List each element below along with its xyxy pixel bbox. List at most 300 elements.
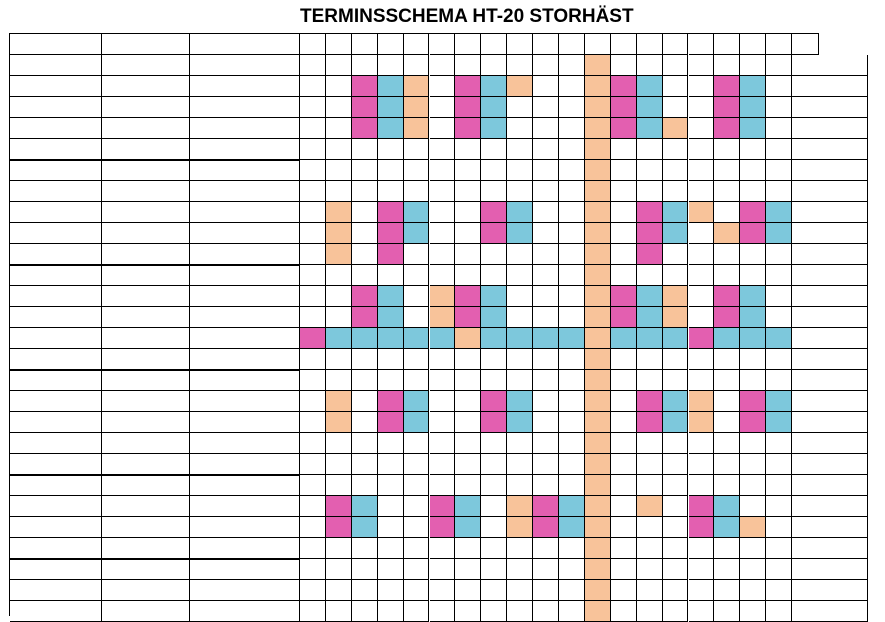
schedule-cell[interactable]	[404, 538, 430, 559]
schedule-cell[interactable]	[404, 433, 430, 454]
schedule-cell[interactable]	[404, 454, 430, 475]
schedule-cell[interactable]	[689, 412, 715, 433]
time-cell[interactable]	[102, 454, 190, 475]
schedule-cell[interactable]	[326, 244, 352, 265]
schedule-cell[interactable]	[507, 454, 533, 475]
schedule-cell[interactable]	[404, 139, 430, 160]
schedule-cell[interactable]	[481, 265, 507, 286]
schedule-cell[interactable]	[533, 223, 559, 244]
schedule-cell[interactable]	[352, 76, 378, 97]
schedule-cell[interactable]	[378, 391, 404, 412]
schedule-cell[interactable]	[481, 580, 507, 601]
schedule-cell[interactable]	[352, 349, 378, 370]
schedule-cell[interactable]	[663, 97, 689, 118]
time-right-cell[interactable]	[792, 559, 868, 580]
schedule-cell[interactable]	[326, 97, 352, 118]
time-cell[interactable]	[102, 202, 190, 223]
schedule-cell[interactable]	[637, 181, 663, 202]
schedule-cell[interactable]	[481, 160, 507, 181]
schedule-cell[interactable]	[352, 181, 378, 202]
schedule-cell[interactable]	[326, 496, 352, 517]
group-cell[interactable]	[190, 265, 300, 286]
schedule-cell[interactable]	[455, 286, 481, 307]
time-right-cell[interactable]	[792, 118, 868, 139]
schedule-cell[interactable]	[663, 328, 689, 349]
week-header-41[interactable]	[507, 34, 533, 55]
schedule-cell[interactable]	[326, 601, 352, 622]
schedule-cell[interactable]	[611, 139, 637, 160]
schedule-cell[interactable]	[326, 454, 352, 475]
schedule-cell[interactable]	[430, 517, 456, 538]
schedule-cell[interactable]	[326, 328, 352, 349]
group-cell[interactable]	[190, 286, 300, 307]
time-cell[interactable]	[102, 370, 190, 391]
schedule-cell[interactable]	[533, 55, 559, 76]
time-right-cell[interactable]	[792, 181, 868, 202]
schedule-cell[interactable]	[611, 181, 637, 202]
schedule-cell[interactable]	[326, 139, 352, 160]
schedule-cell[interactable]	[533, 202, 559, 223]
schedule-cell[interactable]	[455, 181, 481, 202]
schedule-cell[interactable]	[430, 475, 456, 496]
schedule-cell[interactable]	[689, 97, 715, 118]
week-header-37[interactable]	[404, 34, 430, 55]
schedule-cell[interactable]	[300, 454, 326, 475]
schedule-cell[interactable]	[507, 496, 533, 517]
schedule-cell[interactable]	[611, 559, 637, 580]
schedule-cell[interactable]	[689, 307, 715, 328]
schedule-cell[interactable]	[326, 55, 352, 76]
schedule-cell[interactable]	[637, 328, 663, 349]
schedule-cell[interactable]	[481, 76, 507, 97]
schedule-cell[interactable]	[559, 433, 585, 454]
schedule-cell[interactable]	[404, 286, 430, 307]
schedule-cell[interactable]	[559, 97, 585, 118]
schedule-cell[interactable]	[689, 76, 715, 97]
schedule-cell[interactable]	[481, 517, 507, 538]
schedule-cell[interactable]	[352, 538, 378, 559]
schedule-cell[interactable]	[533, 370, 559, 391]
schedule-cell[interactable]	[533, 307, 559, 328]
schedule-cell[interactable]	[611, 412, 637, 433]
schedule-cell[interactable]	[637, 412, 663, 433]
schedule-cell[interactable]	[611, 370, 637, 391]
schedule-cell[interactable]	[637, 223, 663, 244]
schedule-cell[interactable]	[663, 391, 689, 412]
schedule-cell[interactable]	[378, 454, 404, 475]
schedule-cell[interactable]	[559, 328, 585, 349]
schedule-cell[interactable]	[378, 433, 404, 454]
day-cell[interactable]	[10, 328, 102, 349]
schedule-cell[interactable]	[507, 580, 533, 601]
day-cell[interactable]	[10, 517, 102, 538]
time-right-cell[interactable]	[792, 223, 868, 244]
schedule-cell[interactable]	[481, 55, 507, 76]
schedule-cell[interactable]	[689, 265, 715, 286]
schedule-cell[interactable]	[637, 307, 663, 328]
schedule-cell[interactable]	[533, 496, 559, 517]
schedule-cell[interactable]	[455, 559, 481, 580]
group-cell[interactable]	[190, 76, 300, 97]
schedule-cell[interactable]	[585, 454, 611, 475]
schedule-cell[interactable]	[378, 139, 404, 160]
group-cell[interactable]	[190, 328, 300, 349]
schedule-cell[interactable]	[326, 475, 352, 496]
schedule-cell[interactable]	[714, 202, 740, 223]
schedule-cell[interactable]	[404, 223, 430, 244]
group-cell[interactable]	[190, 454, 300, 475]
time-right-cell[interactable]	[792, 412, 868, 433]
day-cell[interactable]	[10, 202, 102, 223]
schedule-cell[interactable]	[378, 202, 404, 223]
schedule-cell[interactable]	[637, 475, 663, 496]
group-cell[interactable]	[190, 496, 300, 517]
schedule-cell[interactable]	[766, 244, 792, 265]
schedule-cell[interactable]	[637, 391, 663, 412]
schedule-cell[interactable]	[714, 601, 740, 622]
time-cell[interactable]	[102, 244, 190, 265]
schedule-cell[interactable]	[430, 97, 456, 118]
schedule-cell[interactable]	[430, 202, 456, 223]
schedule-cell[interactable]	[430, 139, 456, 160]
schedule-cell[interactable]	[352, 139, 378, 160]
schedule-cell[interactable]	[481, 538, 507, 559]
schedule-cell[interactable]	[766, 475, 792, 496]
schedule-cell[interactable]	[714, 538, 740, 559]
schedule-cell[interactable]	[663, 307, 689, 328]
schedule-cell[interactable]	[559, 118, 585, 139]
schedule-cell[interactable]	[455, 202, 481, 223]
day-cell[interactable]	[10, 118, 102, 139]
time-cell[interactable]	[102, 391, 190, 412]
schedule-cell[interactable]	[326, 265, 352, 286]
header-group-cell[interactable]	[190, 34, 300, 55]
schedule-cell[interactable]	[611, 580, 637, 601]
schedule-cell[interactable]	[326, 559, 352, 580]
time-cell[interactable]	[102, 496, 190, 517]
schedule-cell[interactable]	[455, 517, 481, 538]
schedule-cell[interactable]	[455, 475, 481, 496]
schedule-cell[interactable]	[455, 307, 481, 328]
group-cell[interactable]	[190, 538, 300, 559]
schedule-cell[interactable]	[455, 244, 481, 265]
schedule-cell[interactable]	[689, 601, 715, 622]
time-cell[interactable]	[102, 286, 190, 307]
schedule-cell[interactable]	[455, 454, 481, 475]
schedule-cell[interactable]	[378, 538, 404, 559]
week-header-36[interactable]	[378, 34, 404, 55]
schedule-cell[interactable]	[507, 160, 533, 181]
schedule-cell[interactable]	[455, 160, 481, 181]
schedule-cell[interactable]	[740, 55, 766, 76]
schedule-cell[interactable]	[430, 244, 456, 265]
week-header-33[interactable]	[300, 34, 326, 55]
schedule-cell[interactable]	[766, 433, 792, 454]
schedule-cell[interactable]	[326, 433, 352, 454]
schedule-cell[interactable]	[585, 97, 611, 118]
schedule-cell[interactable]	[611, 244, 637, 265]
schedule-cell[interactable]	[455, 118, 481, 139]
schedule-cell[interactable]	[481, 601, 507, 622]
schedule-cell[interactable]	[300, 181, 326, 202]
schedule-cell[interactable]	[585, 286, 611, 307]
day-cell[interactable]	[10, 412, 102, 433]
schedule-cell[interactable]	[300, 412, 326, 433]
schedule-cell[interactable]	[481, 433, 507, 454]
day-cell[interactable]	[10, 454, 102, 475]
schedule-cell[interactable]	[766, 601, 792, 622]
schedule-cell[interactable]	[663, 538, 689, 559]
schedule-cell[interactable]	[430, 370, 456, 391]
schedule-cell[interactable]	[740, 118, 766, 139]
time-right-cell[interactable]	[792, 349, 868, 370]
schedule-cell[interactable]	[507, 181, 533, 202]
schedule-cell[interactable]	[585, 139, 611, 160]
schedule-cell[interactable]	[585, 349, 611, 370]
schedule-cell[interactable]	[689, 160, 715, 181]
schedule-cell[interactable]	[714, 349, 740, 370]
day-cell[interactable]	[10, 580, 102, 601]
schedule-cell[interactable]	[714, 475, 740, 496]
schedule-cell[interactable]	[766, 349, 792, 370]
schedule-cell[interactable]	[352, 370, 378, 391]
group-cell[interactable]	[190, 307, 300, 328]
schedule-cell[interactable]	[300, 160, 326, 181]
schedule-cell[interactable]	[663, 286, 689, 307]
schedule-cell[interactable]	[455, 433, 481, 454]
schedule-cell[interactable]	[559, 181, 585, 202]
schedule-cell[interactable]	[533, 475, 559, 496]
schedule-cell[interactable]	[637, 454, 663, 475]
week-header-50[interactable]	[740, 34, 766, 55]
time-cell[interactable]	[102, 76, 190, 97]
schedule-cell[interactable]	[714, 517, 740, 538]
schedule-cell[interactable]	[663, 601, 689, 622]
day-cell[interactable]	[10, 475, 102, 496]
schedule-cell[interactable]	[766, 517, 792, 538]
group-cell[interactable]	[190, 412, 300, 433]
schedule-cell[interactable]	[352, 307, 378, 328]
time-cell[interactable]	[102, 160, 190, 181]
schedule-cell[interactable]	[766, 538, 792, 559]
time-cell[interactable]	[102, 139, 190, 160]
schedule-cell[interactable]	[481, 118, 507, 139]
schedule-cell[interactable]	[637, 139, 663, 160]
group-cell[interactable]	[190, 559, 300, 580]
schedule-cell[interactable]	[326, 286, 352, 307]
schedule-cell[interactable]	[766, 55, 792, 76]
schedule-cell[interactable]	[507, 286, 533, 307]
day-cell[interactable]	[10, 307, 102, 328]
schedule-cell[interactable]	[766, 139, 792, 160]
schedule-cell[interactable]	[352, 454, 378, 475]
schedule-cell[interactable]	[559, 559, 585, 580]
schedule-cell[interactable]	[585, 496, 611, 517]
schedule-cell[interactable]	[637, 55, 663, 76]
schedule-cell[interactable]	[559, 307, 585, 328]
schedule-cell[interactable]	[533, 97, 559, 118]
schedule-cell[interactable]	[455, 139, 481, 160]
schedule-cell[interactable]	[533, 538, 559, 559]
schedule-cell[interactable]	[714, 181, 740, 202]
time-right-cell[interactable]	[792, 328, 868, 349]
schedule-cell[interactable]	[378, 181, 404, 202]
time-right-cell[interactable]	[792, 391, 868, 412]
group-cell[interactable]	[190, 223, 300, 244]
schedule-cell[interactable]	[663, 559, 689, 580]
schedule-cell[interactable]	[740, 244, 766, 265]
schedule-cell[interactable]	[559, 496, 585, 517]
schedule-cell[interactable]	[689, 328, 715, 349]
schedule-cell[interactable]	[404, 496, 430, 517]
schedule-cell[interactable]	[481, 328, 507, 349]
day-cell[interactable]	[10, 97, 102, 118]
schedule-cell[interactable]	[378, 601, 404, 622]
schedule-cell[interactable]	[455, 601, 481, 622]
schedule-cell[interactable]	[740, 559, 766, 580]
schedule-cell[interactable]	[430, 328, 456, 349]
schedule-cell[interactable]	[430, 496, 456, 517]
schedule-cell[interactable]	[585, 181, 611, 202]
schedule-cell[interactable]	[714, 328, 740, 349]
schedule-cell[interactable]	[430, 538, 456, 559]
schedule-cell[interactable]	[611, 391, 637, 412]
schedule-cell[interactable]	[611, 160, 637, 181]
schedule-cell[interactable]	[507, 412, 533, 433]
schedule-cell[interactable]	[378, 496, 404, 517]
time-cell[interactable]	[102, 517, 190, 538]
time-cell[interactable]	[102, 412, 190, 433]
schedule-cell[interactable]	[663, 160, 689, 181]
schedule-cell[interactable]	[663, 496, 689, 517]
schedule-cell[interactable]	[740, 160, 766, 181]
schedule-cell[interactable]	[740, 454, 766, 475]
schedule-cell[interactable]	[585, 580, 611, 601]
schedule-cell[interactable]	[352, 559, 378, 580]
schedule-cell[interactable]	[507, 265, 533, 286]
schedule-cell[interactable]	[689, 370, 715, 391]
schedule-cell[interactable]	[481, 139, 507, 160]
schedule-cell[interactable]	[740, 412, 766, 433]
schedule-cell[interactable]	[507, 118, 533, 139]
schedule-cell[interactable]	[585, 412, 611, 433]
schedule-cell[interactable]	[689, 244, 715, 265]
schedule-cell[interactable]	[352, 517, 378, 538]
day-cell[interactable]	[10, 286, 102, 307]
schedule-cell[interactable]	[689, 349, 715, 370]
schedule-cell[interactable]	[689, 538, 715, 559]
schedule-cell[interactable]	[611, 307, 637, 328]
schedule-cell[interactable]	[663, 202, 689, 223]
schedule-cell[interactable]	[611, 454, 637, 475]
schedule-cell[interactable]	[352, 412, 378, 433]
schedule-cell[interactable]	[507, 328, 533, 349]
schedule-cell[interactable]	[352, 328, 378, 349]
schedule-cell[interactable]	[559, 160, 585, 181]
schedule-cell[interactable]	[559, 538, 585, 559]
schedule-cell[interactable]	[714, 307, 740, 328]
schedule-cell[interactable]	[740, 307, 766, 328]
schedule-cell[interactable]	[740, 181, 766, 202]
schedule-cell[interactable]	[404, 370, 430, 391]
time-right-cell[interactable]	[792, 286, 868, 307]
schedule-cell[interactable]	[455, 538, 481, 559]
time-cell[interactable]	[102, 265, 190, 286]
schedule-cell[interactable]	[430, 160, 456, 181]
day-cell[interactable]	[10, 223, 102, 244]
schedule-cell[interactable]	[404, 328, 430, 349]
schedule-cell[interactable]	[559, 475, 585, 496]
group-cell[interactable]	[190, 181, 300, 202]
time-right-cell[interactable]	[792, 76, 868, 97]
schedule-cell[interactable]	[404, 97, 430, 118]
schedule-cell[interactable]	[378, 76, 404, 97]
schedule-cell[interactable]	[352, 601, 378, 622]
schedule-cell[interactable]	[455, 349, 481, 370]
schedule-cell[interactable]	[663, 223, 689, 244]
schedule-cell[interactable]	[740, 433, 766, 454]
schedule-cell[interactable]	[689, 559, 715, 580]
schedule-cell[interactable]	[663, 370, 689, 391]
schedule-cell[interactable]	[740, 370, 766, 391]
schedule-cell[interactable]	[689, 286, 715, 307]
schedule-cell[interactable]	[300, 223, 326, 244]
schedule-cell[interactable]	[559, 223, 585, 244]
schedule-cell[interactable]	[378, 559, 404, 580]
day-cell[interactable]	[10, 181, 102, 202]
schedule-cell[interactable]	[481, 412, 507, 433]
time-right-cell[interactable]	[792, 454, 868, 475]
schedule-cell[interactable]	[766, 559, 792, 580]
schedule-cell[interactable]	[481, 349, 507, 370]
schedule-cell[interactable]	[611, 538, 637, 559]
schedule-cell[interactable]	[663, 244, 689, 265]
group-cell[interactable]	[190, 55, 300, 76]
schedule-cell[interactable]	[689, 391, 715, 412]
header-day-cell[interactable]	[10, 34, 102, 55]
schedule-cell[interactable]	[404, 244, 430, 265]
schedule-cell[interactable]	[559, 601, 585, 622]
schedule-cell[interactable]	[481, 391, 507, 412]
day-cell[interactable]	[10, 559, 102, 580]
schedule-cell[interactable]	[378, 265, 404, 286]
schedule-cell[interactable]	[740, 76, 766, 97]
schedule-cell[interactable]	[714, 244, 740, 265]
schedule-cell[interactable]	[559, 349, 585, 370]
schedule-cell[interactable]	[430, 559, 456, 580]
schedule-cell[interactable]	[533, 265, 559, 286]
schedule-cell[interactable]	[637, 349, 663, 370]
schedule-cell[interactable]	[559, 76, 585, 97]
schedule-cell[interactable]	[714, 139, 740, 160]
schedule-cell[interactable]	[430, 412, 456, 433]
schedule-cell[interactable]	[533, 244, 559, 265]
schedule-cell[interactable]	[637, 580, 663, 601]
week-header-51[interactable]	[766, 34, 792, 55]
schedule-cell[interactable]	[714, 412, 740, 433]
schedule-cell[interactable]	[714, 433, 740, 454]
schedule-cell[interactable]	[430, 55, 456, 76]
schedule-cell[interactable]	[300, 265, 326, 286]
schedule-cell[interactable]	[766, 370, 792, 391]
group-cell[interactable]	[190, 244, 300, 265]
schedule-cell[interactable]	[611, 517, 637, 538]
schedule-cell[interactable]	[585, 160, 611, 181]
schedule-cell[interactable]	[585, 559, 611, 580]
schedule-cell[interactable]	[326, 160, 352, 181]
schedule-cell[interactable]	[455, 76, 481, 97]
schedule-cell[interactable]	[637, 538, 663, 559]
